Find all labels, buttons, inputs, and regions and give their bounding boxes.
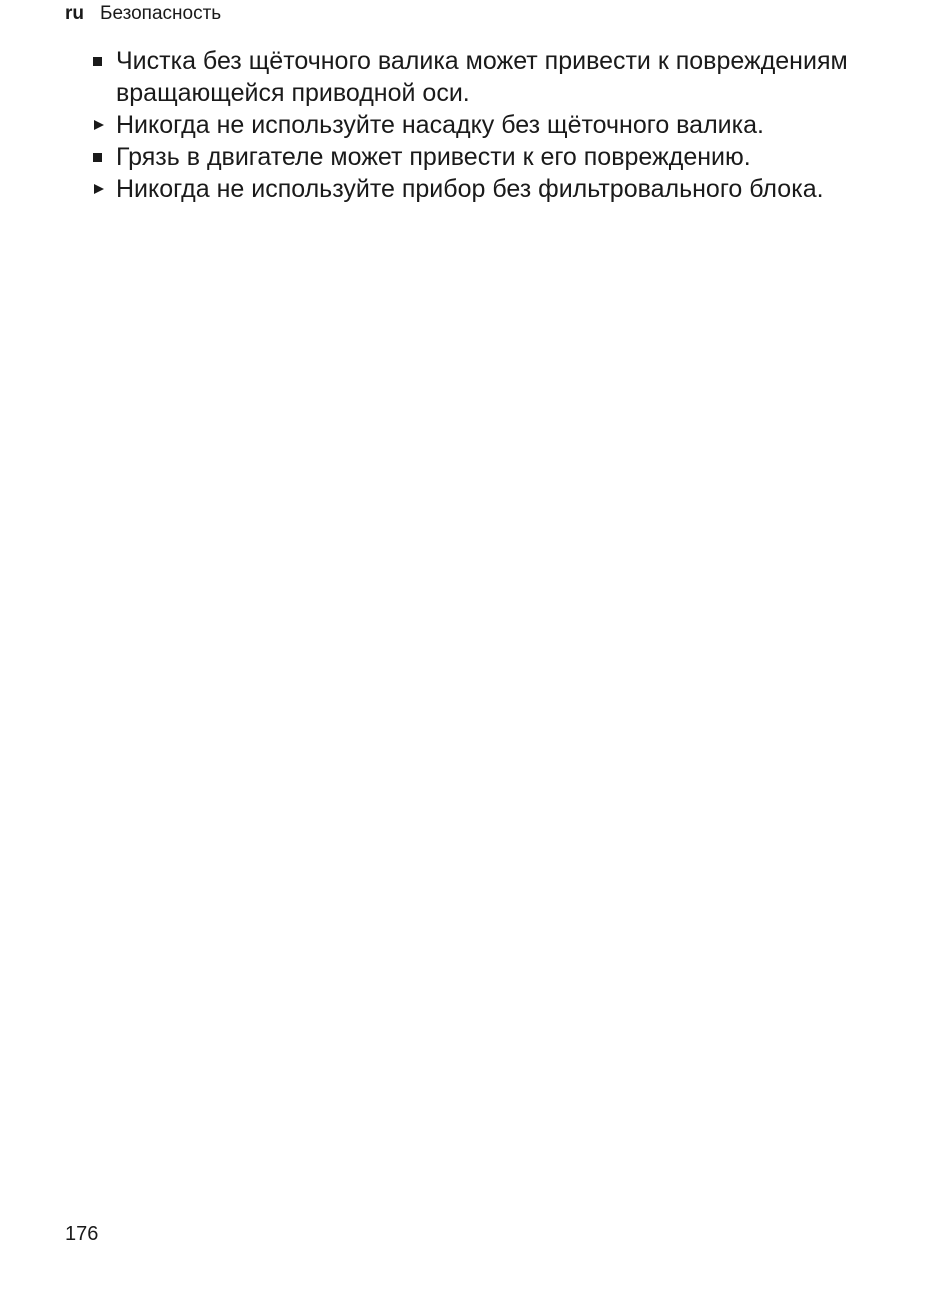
safety-list	[90, 45, 930, 205]
triangle-arrow-icon	[94, 120, 104, 130]
action-text: Никогда не используйте прибор без фильтровального блока.	[116, 175, 824, 203]
action-item	[90, 109, 930, 141]
warning-text: Грязь в двигателе может привести к его повреждению.	[116, 143, 751, 171]
action-item	[90, 173, 930, 205]
square-bullet-icon	[93, 57, 102, 66]
warning-item	[90, 45, 930, 109]
language-code: ru	[65, 3, 84, 24]
triangle-arrow-icon	[94, 184, 104, 194]
section-title: Безопасность	[100, 3, 222, 24]
warning-text: Чистка без щёточного валика может привести к повреждениям вращающейся приводной оси.	[116, 47, 848, 107]
page-header	[65, 2, 221, 26]
square-bullet-icon	[93, 153, 102, 162]
action-text: Никогда не используйте насадку без щёточного валика.	[116, 111, 764, 139]
warning-item	[90, 141, 930, 173]
page-number: 176	[65, 1223, 99, 1245]
